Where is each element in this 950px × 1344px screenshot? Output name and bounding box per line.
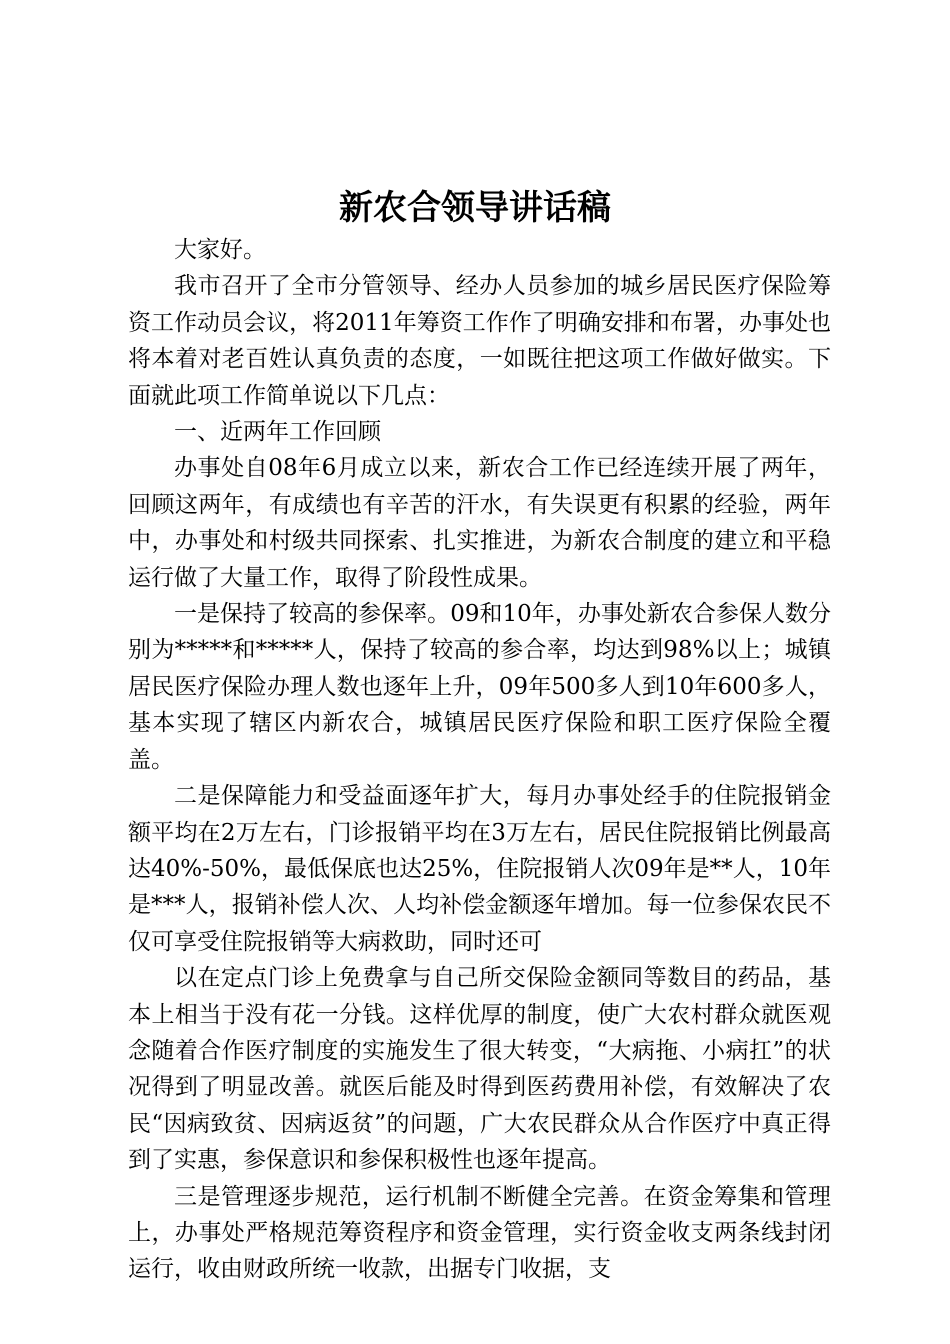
paragraph: 三是管理逐步规范，运行机制不断健全完善。在资金筹集和管理上，办事处严格规范筹资程序和资金管理，实行资金收支两条线封闭运行，收由财政所统一收款，出据专门收据，支 [128,1183,831,1283]
paragraph-greeting: 大家好。 [174,237,266,263]
document-title: 新农合领导讲话稿 [339,188,611,228]
paragraph: 一是保持了较高的参保率。09和10年，办事处新农合参保人数分别为*****和*****人，保持了较高的参合率，均达到98%以上；城镇居民医疗保险办理人数也逐年上升，09年500多人到10年600多人，基本实现了辖区内新农合，城镇居民医疗保险和职工医疗保险全覆盖。 [128,601,831,773]
paragraph-intro: 我市召开了全市分管领导、经办人员参加的城乡居民医疗保险筹资工作动员会议，将2011年筹资工作作了明确安排和布署，办事处也将本着对老百姓认真负责的态度，一如既往把这项工作做好做实。下面就此项工作简单说以下几点： [128,273,831,409]
document-body [128,232,831,1288]
paragraph: 办事处自08年6月成立以来，新农合工作已经连续开展了两年，回顾这两年，有成绩也有辛苦的汗水，有失误更有积累的经验，两年中，办事处和村级共同探索、扎实推进，为新农合制度的建立和平稳运行做了大量工作，取得了阶段性成果。 [128,455,831,591]
paragraph: 以在定点门诊上免费拿与自己所交保险金额同等数目的药品，基本上相当于没有花一分钱。这样优厚的制度，使广大农村群众就医观念随着合作医疗制度的实施发生了很大转变，“大病拖、小病扛”的状况得到了明显改善。就医后能及时得到医药费用补偿，有效解决了农民“因病致贫、因病返贫”的问题，广大农民群众从合作医疗中真正得到了实惠，参保意识和参保积极性也逐年提高。 [128,965,831,1174]
paragraph: 二是保障能力和受益面逐年扩大，每月办事处经手的住院报销金额平均在2万左右，门诊报销平均在3万左右，居民住院报销比例最高达40%-50%，最低保底也达25%，住院报销人次09年是**人，10年是***人，报销补偿人次、人均补偿金额逐年增加。每一位参保农民不仅可享受住院报销等大病救助，同时还可 [128,783,831,955]
section-heading: 一、近两年工作回顾 [174,419,381,446]
